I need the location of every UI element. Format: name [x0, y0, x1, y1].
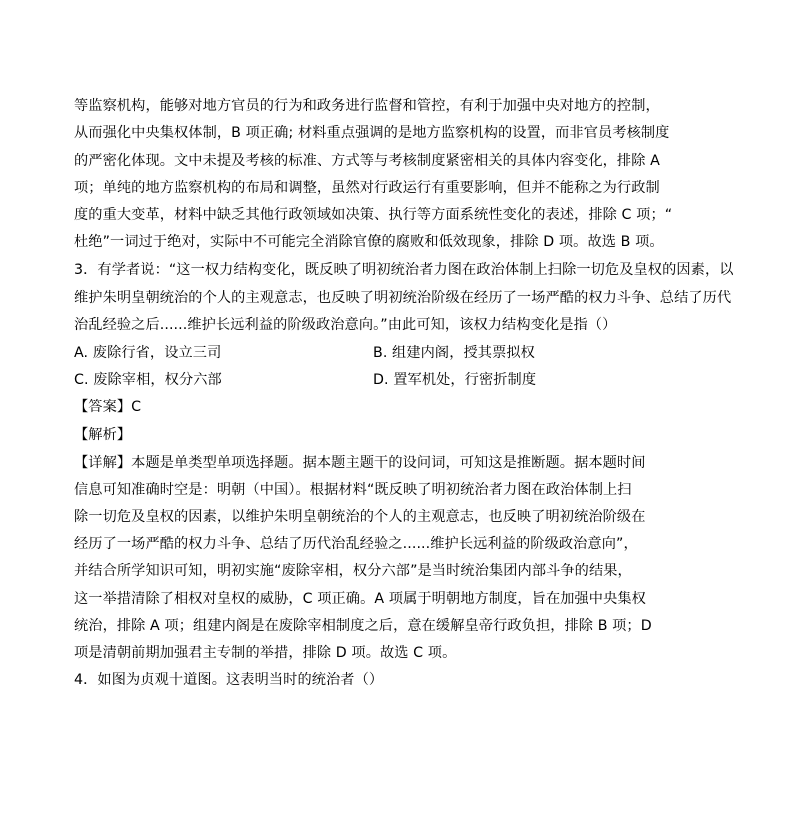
question3-option-d: D. 置军机处，行密折制度: [373, 372, 537, 388]
question3-option-b: B. 组建内阁，授其票拟权: [373, 345, 535, 361]
prev-explanation-line-1: 等监察机构，能够对地方官员的行为和政务进行监督和管控，有利于加强中央对地方的控制，: [74, 98, 660, 114]
question3-detail-line-3: 除一切危及皇权的因素，以维护朱明皇朝统治的个人的主观意志，也反映了明初统治阶级在: [74, 509, 646, 525]
question3-analysis-label: 【解析】: [74, 427, 132, 443]
prev-explanation-line-6: 杜绝”一词过于绝对，实际中不可能完全消除官僚的腐败和低效现象，排除 D 项。故选 B 项。: [74, 234, 664, 250]
question3-stem-line-3: 治乱经验之后......维护长远利益的阶级政治意向。”由此可知，该权力结构变化是指（）: [74, 317, 617, 333]
question3-stem-line-2: 维护朱明皇朝统治的个人的主观意志，也反映了明初统治阶级在经历了一场严酷的权力斗争、总结了历代: [74, 290, 732, 306]
question3-option-c: C. 废除宰相，权分六部: [74, 372, 222, 388]
question3-answer: 【答案】C: [74, 399, 142, 415]
prev-explanation-line-4: 项；单纯的地方监察机构的布局和调整，虽然对行政运行有重要影响，但并不能称之为行政制: [74, 180, 660, 196]
prev-explanation-line-3: 的严密化体现。文中未提及考核的标准、方式等与考核制度紧密相关的具体内容变化，排除 A: [74, 153, 660, 169]
question3-option-a: A. 废除行省，设立三司: [74, 345, 222, 361]
prev-explanation-line-2: 从而强化中央集权体制，B 项正确; 材料重点强调的是地方监察机构的设置，而非官员考核制度: [74, 125, 670, 141]
question3-detail-line-4: 经历了一场严酷的权力斗争、总结了历代治乱经验之......维护长远利益的阶级政治意向”，: [74, 536, 638, 552]
question3-detail-line-6: 这一举措清除了相权对皇权的威胁，C 项正确。A 项属于明朝地方制度，旨在加强中央集权: [74, 591, 646, 607]
question3-detail-line-8: 项是清朝前期加强君主专制的举措，排除 D 项。故选 C 项。: [74, 645, 457, 661]
question3-stem-line-1: 3．有学者说：“这一权力结构变化，既反映了明初统治者力图在政治体制上扫除一切危及皇权的因素，以: [74, 262, 734, 278]
question3-detail-line-1: 【详解】本题是单类型单项选择题。据本题主题干的设问词，可知这是推断题。据本题时间: [74, 455, 646, 471]
question3-detail-line-2: 信息可知准确时空是：明朝（中国）。根据材料“既反映了明初统治者力图在政治体制上扫: [74, 482, 632, 498]
question3-detail-line-5: 并结合所学知识可知，明初实施“废除宰相，权分六部”是当时统治集团内部斗争的结果，: [74, 563, 632, 579]
question3-detail-line-7: 统治，排除 A 项；组建内阁是在废除宰相制度之后，意在缓解皇帝行政负担，排除 B 项；D: [74, 618, 652, 634]
prev-explanation-line-5: 度的重大变革，材料中缺乏其他行政领域如决策、执行等方面系统性变化的表述，排除 C 项；“: [74, 207, 673, 223]
question4-stem: 4．如图为贞观十道图。这表明当时的统治者（）: [74, 672, 384, 688]
